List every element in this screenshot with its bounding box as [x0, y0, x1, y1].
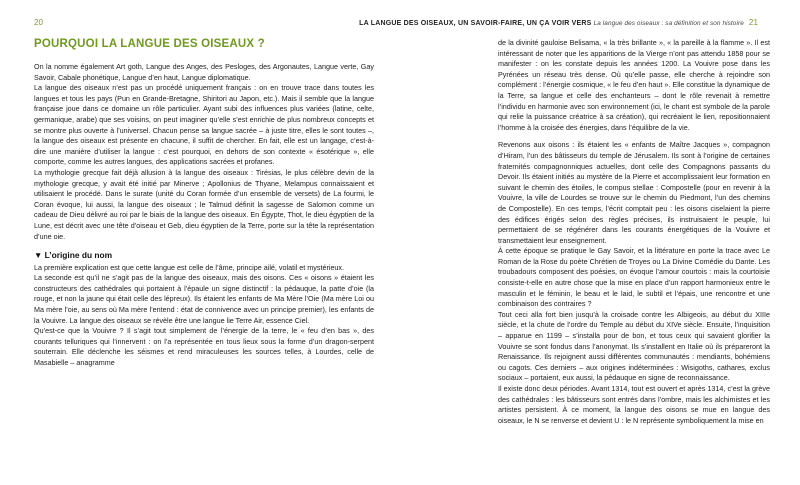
paragraph: Revenons aux oisons : ils étaient les « enfants de Maître Jacques », compagnon d’Hiram, l’un des bâtisseurs du temple de Jérusalem. Ils sont à l’origine de certaines fraternités compagnonniques actuelles, dont celle des Compagnons passants du Devoir. Ils étaient initiés au mystère de la Pierre et accomplissaient leur formation en suivant le chemin des étoiles, le compus stellae : Compostelle (pour en revenir à la Vouivre, la ville de Lourdes se trouve sur le chemin du Piedmont, l’un des chemins de Compostelle). En ces temps, l’écrit comptait peu : les oisons ciselaient la pierre des édifices érigés selon des règles précises, ils instruisaient le peuple, lui permettaient de se régénérer dans les courants énergétiques de la Vouivre et transmettaient leur enseignement. [498, 140, 770, 245]
running-head-subtitle: La langue des oiseaux : sa définition et son histoire [593, 20, 744, 27]
paragraph: de la divinité gauloise Belisama, « la très brillante », « la pareille à la flamme ». Il est intéressant de noter que les apparitions de la Vierge n’ont pas attendu 1858 pour se manifester : on les constate depuis les années 1200. La Vouivre pose dans les Pyrénées un réseau très dense. Où qu’elle passe, elle cherche à rejoindre son complément : l’énergie cosmique, « le feu d’en haut ». Elle constitue la dynamique de la Terre, sa langue et celle des enchanteurs – dont le rôle revenait à remettre l’individu en harmonie avec son environnement (ici, le chant est symbole de la parole qui relie la puissance créatrice à sa création), qui recréaient le lien, repositionnaient l’homme à la croisée des énergies, dans l’équilibre de la vie. [498, 38, 770, 132]
right-page [359, 0, 800, 485]
paragraph: Tout ceci alla fort bien jusqu’à la croisade contre les Albigeois, au début du XIIIe siècle, et la chute de l’ordre du Temple au début du XIVe siècle. Ensuite, l’inquisition – apparue en 1199 – s’installa pour de bon, et tous ceux qui savaient glorifier la Vouivre se sont fondus dans l’anonymat. Ils s’installent en Italie où ils prépareront la Renaissance. Ils rejoignent aussi différentes communautés : mendiants, bohémiens ou cagots. Ces derniers – aux origines indéterminées : Wisigoths, cathares, exclus sociaux – portaient, eux aussi, la pédauque en signe de reconnaissance. [498, 309, 770, 383]
right-column [498, 38, 770, 426]
running-head [359, 18, 758, 27]
section-title: POURQUOI LA LANGUE DES OISEAUX ? [34, 38, 265, 50]
paragraph: La seconde est qu’il ne s’agit pas de la langue des oiseaux, mais des oisons. Ces « oisons » étaient les constructeurs des cathédrales qui portaient à l’épaule un signe distinctif : la pédauque, la patte d’oie (la rouge, et non la jaune qui était celle des lépreux). Ils étaient les enfants de Ma Mère l’Oie (Ma mère Loi ou Ma mère l’oie, au sens où Ma mère l’entend : état de connivence avec un principe premier), les enfants de la Vouivre. La langue des oiseaux se révèle être une langue lie Terre Air, essence Ciel. [34, 273, 374, 325]
page-number: 21 [748, 18, 758, 27]
paragraph: La langue des oiseaux n’est pas un procédé uniquement français : on en trouve trace dans toutes les langues et tous les pays (Pun en Grande-Bretagne, Shiritori au Japon, etc.). Mais il semble que la langue française joue dans ce domaine un rôle particulier. Ayant subi des influences plus variées (latine, celte, germanique, arabe) que ses voisins, on peut imaginer qu’elle s’est enrichie de plus nombreux concepts et se montre plus ouverte à l’universel. Chacun pense sa langue sacrée – à juste titre, elles le sont toutes –, la langue des oiseaux est présente en chacune, il suffit de chercher. En fait, elle est un langage, c’est-à-dire une manière d’utiliser la langue : c’est pourquoi, en dehors de son contexte « ésotérique », elle comporte, comme les autres langues, des applications sacrées et profanes. [34, 83, 374, 167]
paragraph: Il existe donc deux périodes. Avant 1314, tout est ouvert et après 1314, c’est la grève des cathédrales : les bâtisseurs sont entrés dans l’ombre, mais les alchimistes et les artistes persistent. À ce moment, la langue des oisons se mue en langue des oiseaux, le N se renverse et devient U : le N représente symboliquement la mise en [498, 384, 770, 425]
paragraph: On la nomme également Art goth, Langue des Anges, des Pesloges, des Argonautes, Langue verte, Gay Savoir, Cabale phonétique, Langue d’en haut, Langue diplomatique. [34, 62, 374, 82]
paragraph: La première explication est que cette langue est celle de l’âme, principe ailé, volatil et mystérieux. [34, 262, 345, 272]
paragraph: À cette époque se pratique le Gay Savoir, et la littérature en porte la trace avec Le Roman de la Rose du poète Chrétien de Troyes ou La Divine Comédie du Dante. Les troubadours composent des poésies, on évoque l’amour courtois : mais la courtoisie consiste-t-elle en autre chose que la mise en place d’un rapport harmonieux entre le masculin et le féminin, le beau et le laid, le subtil et l’épais, une rencontre et une combinaison des contraires ? [498, 246, 770, 309]
left-column [34, 62, 374, 369]
paragraph: Qu’est-ce que la Vouivre ? Il s’agit tout simplement de l’énergie de la terre, le « feu d’en bas », des courants telluriques qui l’innervent : on l’a représentée en tous lieux sous la forme d’un dragon-serpent souterrain. Elle déclenche les séismes et rend miraculeuses les sources telles, à Lourdes, celle de Masabielle – anagramme [34, 326, 374, 368]
page-number: 20 [34, 18, 43, 27]
running-head-title: LA LANGUE DES OISEAUX, UN SAVOIR-FAIRE, UN ÇA VOIR VERS [359, 20, 592, 27]
subheading: ▼ L’origine du nom [34, 250, 113, 261]
paragraph: La mythologie grecque fait déjà allusion à la langue des oiseaux : Tirésias, le plus célèbre devin de la mythologie grecque, y avait été initié par Minerve ; Apollonius de Thyane, Melampus connaissaient et utilisaient le procédé. Dans le surate (unité du Coran formée d’un ensemble de versets) de La fourmi, le Coran évoque, lui aussi, la langue des oiseaux ; le Talmud définit la sagesse de Salomon comme un cadeau de Dieu délivré au roi par le biais de la langue des oiseaux. En Égypte, Thot, le dieu égyptien de la Lune, est décrit avec une tête d’oiseau et Geb, dieu égyptien de la Terre, porte sur la tête la représentation d’une oie. [34, 167, 374, 241]
